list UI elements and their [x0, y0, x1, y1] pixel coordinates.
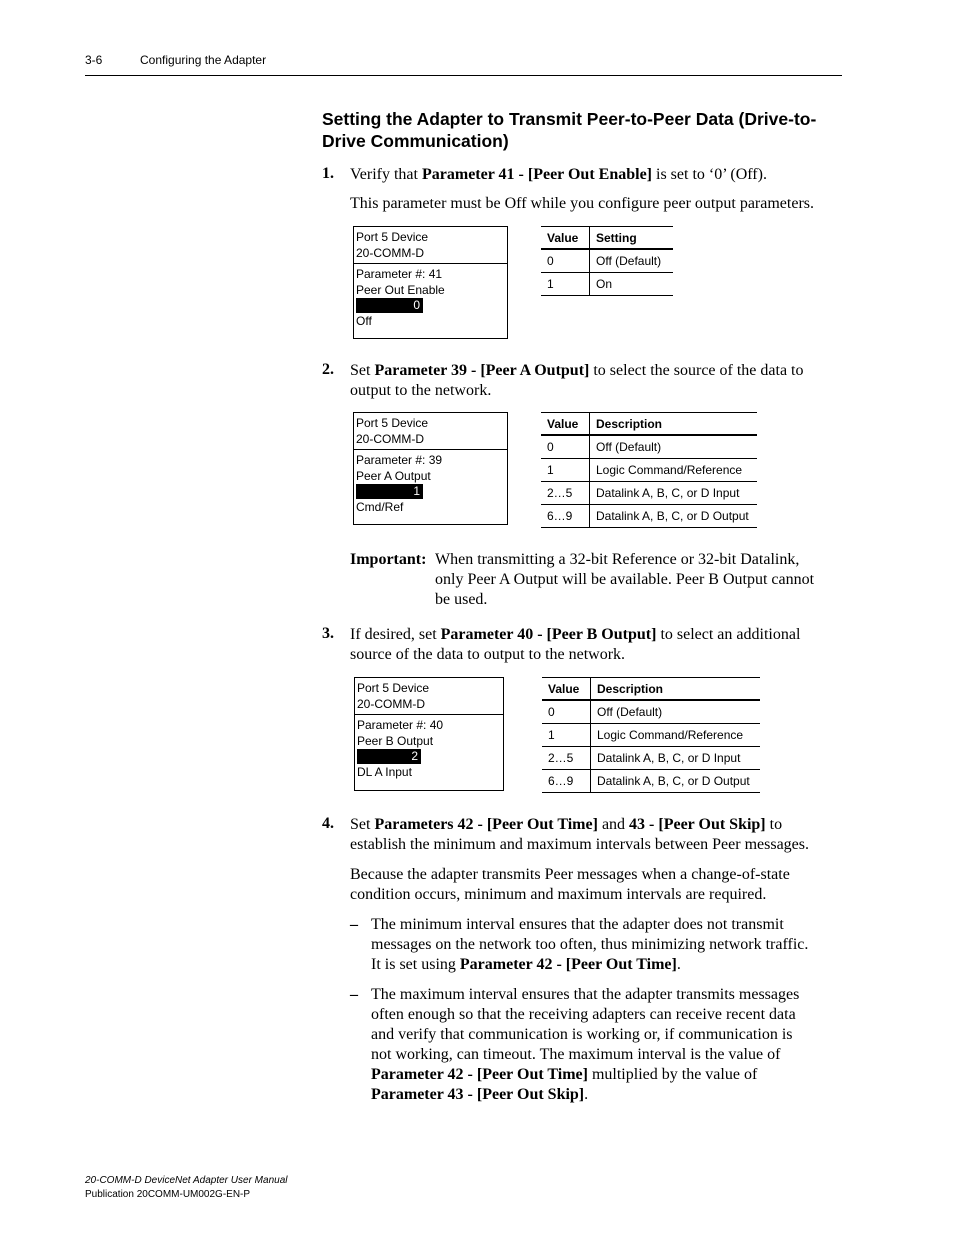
- table-cell: 0: [541, 249, 590, 273]
- table-header: Description: [591, 678, 761, 701]
- value-table-param-39: [541, 412, 757, 528]
- table-header: Value: [542, 678, 591, 701]
- bullet-line: The minimum interval ensures that the adapter does not transmit: [371, 916, 784, 933]
- lcd-value-highlight: 1: [356, 484, 423, 499]
- table-row: [541, 273, 673, 296]
- table-cell: Datalink A, B, C, or D Output: [591, 770, 761, 793]
- table-cell: 1: [542, 724, 591, 747]
- lcd-display-param-41: [353, 226, 508, 339]
- lcd-line: 20-COMM-D: [357, 697, 425, 711]
- page-number: 3-6: [85, 53, 103, 67]
- table-cell: On: [590, 273, 674, 296]
- step-4-param-1: Parameters 42 - [Peer Out Time]: [374, 816, 598, 833]
- step-1-pre: Verify that: [350, 166, 422, 183]
- step-4-line-2: establish the minimum and maximum intervals between Peer messages.: [350, 836, 810, 853]
- table-header: Value: [541, 227, 590, 250]
- step-2-text: [350, 361, 850, 401]
- step-2-pre: Set: [350, 362, 375, 379]
- step-2-number: 2.: [322, 361, 334, 378]
- value-table-param-40: [542, 677, 760, 793]
- step-3-post: to select an additional: [656, 626, 801, 643]
- bullet-1-post: .: [676, 956, 681, 973]
- step-2-param: Parameter 39 - [Peer A Output]: [374, 362, 590, 379]
- lcd-line: Port 5 Device: [356, 416, 429, 430]
- important-line: When transmitting a 32-bit Reference or 32-bit Datalink,: [435, 551, 800, 568]
- bullet-2-param-2: Parameter 43 - [Peer Out Skip]: [371, 1086, 585, 1103]
- table-cell: 2…5: [542, 747, 591, 770]
- lcd-top-segment: [355, 678, 503, 715]
- paragraph-line: Because the adapter transmits Peer messages when a change-of-state: [350, 866, 790, 883]
- table-cell: Logic Command/Reference: [591, 724, 761, 747]
- table-row: [542, 724, 760, 747]
- table-header: Value: [541, 413, 590, 436]
- bullet-2-param-1: Parameter 42 - [Peer Out Time]: [371, 1066, 588, 1083]
- bullet-line: and verify that communication is working or, if communication is: [371, 1026, 793, 1043]
- table-row: [542, 747, 760, 770]
- step-3-number: 3.: [322, 625, 334, 642]
- lcd-bottom-segment: [355, 715, 503, 782]
- bullet-line: [371, 1085, 851, 1105]
- step-4-pre: Set: [350, 816, 375, 833]
- table-cell: Logic Command/Reference: [590, 459, 758, 482]
- bullet-1-param: Parameter 42 - [Peer Out Time]: [459, 956, 677, 973]
- lcd-line: 20-COMM-D: [356, 246, 424, 260]
- important-line: be used.: [435, 591, 488, 608]
- table-row: [542, 700, 760, 724]
- lcd-line: Parameter #: 40: [357, 718, 444, 732]
- table-row: [541, 482, 757, 505]
- step-2-line-2: output to the network.: [350, 382, 492, 399]
- step-4-text: [350, 815, 850, 855]
- chapter-title: Configuring the Adapter: [140, 53, 267, 67]
- table-cell: Datalink A, B, C, or D Output: [590, 505, 758, 528]
- bullet-line: [371, 1065, 851, 1085]
- step-3-text: [350, 625, 850, 665]
- lcd-line: Peer Out Enable: [356, 283, 445, 297]
- bullet-line: The maximum interval ensures that the adapter transmits messages: [371, 986, 800, 1003]
- bullet-1-text: [371, 915, 851, 975]
- section-title: Setting the Adapter to Transmit Peer-to-Peer Data (Drive-to-Drive Communication): [322, 109, 817, 151]
- step-2-post: to select the source of the data to: [589, 362, 804, 379]
- bullet-dash: –: [350, 916, 358, 933]
- important-line: only Peer A Output will be available. Peer B Output cannot: [435, 571, 815, 588]
- lcd-line: Cmd/Ref: [356, 500, 404, 514]
- table-cell: Off (Default): [590, 249, 674, 273]
- step-1-post: is set to ‘0’ (Off).: [652, 166, 767, 183]
- step-4-param-2: 43 - [Peer Out Skip]: [629, 816, 766, 833]
- lcd-line: Peer A Output: [356, 469, 431, 483]
- lcd-line: Port 5 Device: [357, 681, 430, 695]
- lcd-line: Parameter #: 39: [356, 453, 443, 467]
- step-1-text: [350, 165, 845, 185]
- paragraph-line: condition occurs, minimum and maximum intervals are required.: [350, 886, 767, 903]
- step-3-line-2: source of the data to output to the network.: [350, 646, 626, 663]
- table-header: Setting: [590, 227, 674, 250]
- table-row: [541, 249, 673, 273]
- table-header: Description: [590, 413, 758, 436]
- lcd-line: Parameter #: 41: [356, 267, 443, 281]
- important-text: [435, 550, 845, 610]
- table-cell: Off (Default): [591, 700, 761, 724]
- bullet-line: messages on the network too often, thus minimizing network traffic.: [371, 936, 809, 953]
- table-row: [541, 435, 757, 459]
- table-cell: 0: [541, 435, 590, 459]
- lcd-top-segment: [354, 413, 507, 450]
- bullet-1-pre: It is set using: [371, 956, 460, 973]
- lcd-bottom-segment: [354, 264, 507, 331]
- step-1-number: 1.: [322, 165, 334, 182]
- bullet-line: often enough so that the receiving adapters can receive recent data: [371, 1006, 796, 1023]
- table-cell: 1: [541, 459, 590, 482]
- step-3-pre: If desired, set: [350, 626, 441, 643]
- bullet-2-mid: multiplied by the value of: [587, 1066, 758, 1083]
- table-row: [542, 770, 760, 793]
- bullet-2-text: [371, 985, 851, 1105]
- bullet-line: [371, 955, 851, 975]
- bullet-2-post: .: [584, 1086, 589, 1103]
- table-cell: 0: [542, 700, 591, 724]
- table-cell: 6…9: [542, 770, 591, 793]
- table-cell: 1: [541, 273, 590, 296]
- step-4-number: 4.: [322, 815, 334, 832]
- table-row: [541, 459, 757, 482]
- lcd-bottom-segment: [354, 450, 507, 517]
- lcd-line: DL A Input: [357, 765, 412, 779]
- lcd-value-highlight: 2: [357, 749, 421, 764]
- step-3-line-1: [350, 625, 850, 645]
- value-table-param-41: [541, 226, 673, 296]
- important-label: Important:: [350, 551, 427, 568]
- table-cell: Datalink A, B, C, or D Input: [590, 482, 758, 505]
- bullet-dash: –: [350, 986, 358, 1003]
- table-cell: Off (Default): [590, 435, 758, 459]
- step-1-param: Parameter 41 - [Peer Out Enable]: [421, 166, 652, 183]
- lcd-display-param-39: [353, 412, 508, 525]
- lcd-line: Port 5 Device: [356, 230, 429, 244]
- lcd-line: Off: [356, 314, 372, 328]
- footer-manual-title: 20-COMM-D DeviceNet Adapter User Manual: [85, 1175, 288, 1186]
- lcd-line: Peer B Output: [357, 734, 434, 748]
- table-cell: 2…5: [541, 482, 590, 505]
- lcd-line: 20-COMM-D: [356, 432, 424, 446]
- bullet-line: not working, can timeout. The maximum interval is the value of: [371, 1046, 781, 1063]
- step-4-mid: and: [597, 816, 630, 833]
- step-2-line-1: [350, 361, 850, 381]
- step-4-post: to: [765, 816, 783, 833]
- step-4-line-1: [350, 815, 850, 835]
- lcd-value-highlight: 0: [356, 298, 423, 313]
- step-4-paragraph: [350, 865, 850, 905]
- lcd-display-param-40: [354, 677, 504, 791]
- footer-publication: Publication 20COMM-UM002G-EN-P: [85, 1189, 251, 1200]
- step-3-param: Parameter 40 - [Peer B Output]: [440, 626, 657, 643]
- table-cell: Datalink A, B, C, or D Input: [591, 747, 761, 770]
- header-rule: [85, 75, 842, 76]
- lcd-top-segment: [354, 227, 507, 264]
- table-cell: 6…9: [541, 505, 590, 528]
- step-1-note: This parameter must be Off while you configure peer output parameters.: [350, 195, 814, 212]
- table-row: [541, 505, 757, 528]
